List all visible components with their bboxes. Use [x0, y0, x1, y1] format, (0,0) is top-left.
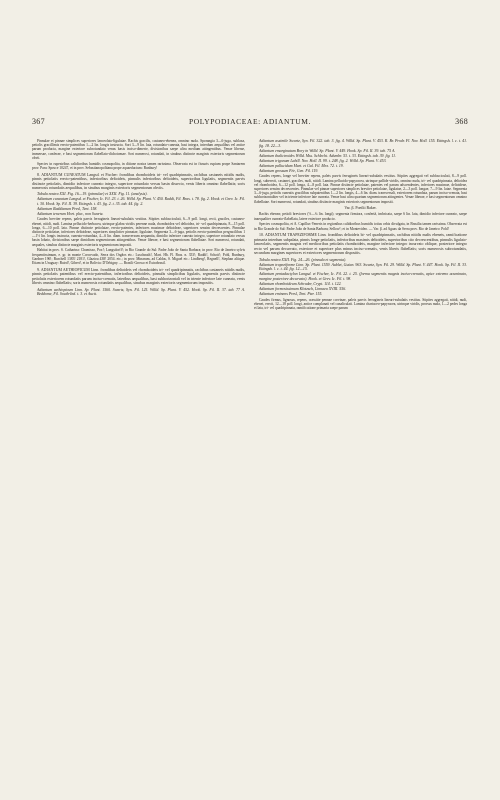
running-title: POLYPODIACEAE: ADIANTUM.	[189, 117, 311, 126]
plate-reference: Tabula nostra XXII. Fig. 24—26. (pinnula et segmenta).	[259, 257, 347, 262]
text-paragraph: Species in rupestribus calidioribus humidis cosmopolita, in ditione nostra tamen rarissima. Observata est in fissuris rupium prope Santarem prov. Para: Spruce 10247, et in prov. Sebastianopolitana prope aquaeductum: Bunbury!	[32, 161, 245, 170]
text-paragraph: Habitat in prov. S. Catharina: Chamisso, Pox!; Langsdorff!; in Rio Grande do Sul: Padre João de Santa Barbara; in prov. Rio de Janeiro sylvis frequentissimum, e. gr. in monte Corcovado, Serra dos Orgãos etc.: Luschnath!, Mart. Hb. Fl. Bras. n. 353!; Raddi!, Schott!; Pohl, Bunbury, Gardner 196!; Burchell 1383! 2181!, Glaziou 438! 2054. etc.; in prov. Minarum, ad Caldas, S. Miguel etc.: Lindberg!, Regnell!, Stephan aliique. Etiam in Uruguay: Baird!, Gibert!, et in Bolivia: D'Orbigny. — Brasili-Grosso et Extrabrasil.	[32, 248, 245, 266]
left-text-column	[32, 139, 245, 297]
synonym-entry: Adiantum pallucidum Mart. et Gal. Fil. Mex. 72. t. 19.	[259, 164, 344, 169]
plate-reference: Tabula nostra XXI. Fig. 16—19. (pinnulae) et XXII. Fig. 11. (analysis).	[37, 192, 148, 197]
synonym-entry: Adiantum formosissimum Klotzsch, Linnaea XVIII. 556.	[259, 287, 347, 292]
synonym-entry: Adiantum cuneatum Langsd. et Fischer, Ic. Fil. 23. t. 26. Willd. Sp. Plant. V. 450. Raddi, Fil. Bras. t. 78. fig. 2. Hook. et Grev. Ic. Fil. t. 30. Hook. Sp. Fil. II. 39. Ettingsh. t. 43. fig. 2. t. 35. tab. 44. fig. 2.	[37, 197, 245, 206]
synonym-entry: Adiantum thalictroides Willd. Mss. Schlecht. Adumbr. 53. t. 33. Ettingsh. tab. 39. fig. 11.	[259, 153, 397, 158]
species-heading-paragraph: 10. ADIANTUM TRAPEZIFORME Linn. frondibus deltoideis bi- vel quadripinnatis, rachibus nitidis nudis ebeneis, ramificatione primaria interdum subpalata, pinnis longe petiolatis, inferioribus maximis deltoideis, superioribus cito decrescentibus, pinnulis ligulato-lanceolatis, segmentis magnis vel mediocribus petiolatis rhomboideis, margine inferiore integro incurvato oblique, posteriore integro recto vel parum decurvato, exteriore et superiore plus minus inciso-crenatis, venis liberis flabellatis; soris numerosis subrotundatis, secundum margines superiores et exteriores segmentorum dispositis.	[254, 233, 467, 256]
text-paragraph: Caudex breviter repens, paleis parvis ferrugineis lineari-subulatis vestitus. Stipites subfasciculati, 6—9 poll. longi, recti, graciles, castaneo-ebenei, nitidi, nudi. Lamina pellucido-herbacea, utrinque glabra viridis perenne nuda, rhomboidea vel deltoidea, tri- vel quadripinnata, 8—15 poll. longa, 6—10 poll. lata. Pinnae distincte petiolatae, erecto-patentes, inferiores maximae deltoideae, superiores sensim decrescentes. Pinnulae distincte petiolatae, inferiores deltoideae, superiores simpliciter pinnatae, ligulatae. Segmenta 3—6-juga, petiolis erecto-patentibus pergracilibus 1—1½ lin. longis instructa, cuneato-rotundata, 4—6 lin. diam. transversum aequantia, dimidio inferiore cuneato integro, superiore rotundato versus basin lobato, divisionibus saepe dimidium segmentorum attingentibus. Venae liberae, e basi segmentorum flabellatae. Sori numerosi, rotundati, aequales, sinubus distincte marginis exterioris segmentorum impositi.	[32, 217, 245, 247]
species-heading-paragraph: 8. ADIANTUM CUNEATUM Langsd. et Fischer: frondibus rhomboideis tri- vel quadripinnatis, rachibus castaneis nitidis nudis, pinnis petiolatis erecto-patentibus, inferioribus deltoideis, pinnulis inferioribus deltoideis, superioribus ligulatis, segmentis parvis distincte petiolatis, dimidio inferiore cuneato integro, superiore rotundato versus basin dissecto, venis liberis omnino flabellatis; soris numerosis rotundatis aequalibus, in sinubus marginis exterioris segmentorum obviis.	[32, 172, 245, 191]
synonym-entry: Adiantum emarginatum Bory in Willd. Sp. Plant. V. 449. Hook. Sp. Fil. II. 39. tab. 75 A.	[259, 148, 396, 153]
synonym-entry: Adiantum trigonum Labill. Nov. Holl. II. 99. t. 248. fig. 2. Willd. Sp. Plant. V. 453.	[259, 158, 387, 163]
folio-number: 368	[455, 117, 468, 126]
synonym-entry: Adiantum trapeziforme Linn. Sp. Plant. 1559. Aublet, Guian. 963. Swartz, Syn. Fil. 29. Willd. Sp. Plant. V. 447. Hook. Sp. Fil. II. 33. Ettingsh. l. c. t. 44. fig. 12—15.	[259, 262, 467, 272]
running-header	[32, 117, 468, 127]
synonym-entry: Adiantum pentadactylon Langsd. et Fischer, Ic. Fil. 22. t. 25. (forma segmentis magnis inciso-crenatis, apice extremo acuminato, margine posteriore decurvato). Hook. et Grev. Ic. Fil. t. 98.	[259, 272, 467, 281]
page-number: 367	[32, 117, 45, 126]
text-paragraph: Caudex repens, longe vel breviter repens, paleis parvis ferrugineis lineari-subulatis vestitus. Stipites aggregati vel subfasciculati, 8—9 poll. longi, suberecti, castanei, graciles, nudi, nitidi. Lamina pellucido-papyracea, utrinque pallide viridis, omnino nuda, tri- vel quadripinnata, deltoidea vel rhomboidea, 6—12 poll. longa, 4—8 poll. lata. Pinnae distincte petiolatae, patentes vel parum adscendentes, inferiores maximae, deltoideae, superiores sensim decrescentes. Pinnulae vel pinnae superiores simplices breviter petiolatae, ligulatae, 2—3 poll. longae, 7—9 lin. latae. Segmenta 3—6-juga, petiolis cuneatis gracilibus subpatentibus 1—2 lin. longis, 4—6 lin. diam. transversali, exteriorem rotundata, parum inciso-crenata, basi subhorizontaliter vel in triente inferiore late cuneata. Venae basi ultra quartam segmentorum attingentes. Venae liberae, e basi segmentorum omnino flabellatae. Sori numerosi, rotundati, sinubus distincte marginis exterioris segmentorum impositi.	[254, 174, 467, 204]
synonym-entry: Adiantum assimile Swartz, Syn. Fil. 322. tab. 3. fig. 4. Willd. Sp. Plant. V. 453. R. Br. Prodr. Fl. Nov. Holl. 155. Ettingsh. l. c. t. 41. fig. 18. 22—3.	[259, 139, 467, 148]
synonym-entry: Adiantum grossum Fée, Gen. Fil. 119.	[259, 169, 319, 174]
variety-heading: Var. β. Poeilii Baker.	[344, 205, 377, 210]
synonym-entry: Adiantum tenerum Hort. plur., non Swartz.	[37, 212, 104, 217]
text-paragraph: Species cosmopolita, et A. Capillus-Veneris in regionibus calidioribus humidis totius orbis divulgata, in Brasilia tamen rarissima. Observata est in Rio Grande do Sul: Padre João de Santa Barbara; Sellow!; et in Montevideo. — Var. β. ad Aguas da Serra prov. Rio de Janeiro: Pohl!	[254, 222, 467, 231]
text-paragraph: Pinnulae et pinnae simplices superiores lanceolato-ligulatae. Rachis gracilis, castaneo-ebenea, omnino nuda. Sporangia 3—6-juga, sublaxa, petiolis gracillimis erecto-patentibus 1—2 lin. longis instructa. Sori 3—9 lin. lata, rotundato-cuneata, basi integra, interdum aequalibus vel antice parum producta, margine exteriore subrotundato venas basis inciso-dimerte, divisionibus saepe ultra medium attingentibus. Venae liberae, immersae, conferae, e basi segmentorum flabellato-dichotomae. Sori numerosi, rotundati, in sinubus distincte marginis exterioris segmentorum obvii.	[32, 139, 245, 160]
synonym-entry: Adiantum Raddianum Presl, Tent. 158.	[37, 207, 98, 212]
synonym-entry: Adiantum eminens Presl, Tent. Pter. 155.	[259, 292, 323, 297]
synonym-entry: Adiantum aethiopicum Linn. Sp. Plant. 1560. Swartz, Syn. Fil. 125. Willd. Sp. Plant. V. 452. Hook. Sp. Fil. II. 37. tab. 77 A. Beddome, Fil. South-Ind. t. 3. et Auctt.	[37, 287, 245, 297]
text-paragraph: Caudex firmus, lignosus, repens, crassitie pennae corvinae, paleis parvis ferrugineis lineari-subulatis vestitus. Stipites aggregati, nitidi, nudi, ebenei, erecti, 12—18 poll. longi, antice complanati vel canaliculati. Lamina chartaceo-papyracea, utrinque viridis, prorsus nuda, 1—2 pedes longa et lata, tri- vel quadripinnata, ramificatione primaria saepe parum	[254, 297, 467, 310]
right-text-column	[254, 139, 467, 312]
species-heading-paragraph: 9. ADIANTUM AETHIOPICUM Linn. frondibus deltoideis vel rhomboideis tri- vel quadripinnatis, rachibus castaneis nitidis nudis, pinnis petiolatis patentibus vel erecto-patentibus, inferioribus deltoideis, pinnulis simplicibus ligulatis, segmentis parvis distincte petiolatis exteriorem rotundatis parum inciso-crenatis, lateribus aequalibus, basi subhorizontali vel in triente inferiore late cuneata, venis liberis omnino flabellatis; soris numerosis rotundatis aequalibus, sinubus marginis exterioris segmentorum impositis.	[32, 267, 245, 286]
text-paragraph: Rachis ebenea; petioli breviores (½—¾ lin. longi); segmenta firmiora, confertā, imbricata, saepe 6 lin. lata, dimidio inferiore cuneato, saepe inaequaliter cuneato-flabellata, latere exteriore producto.	[254, 212, 467, 221]
synonym-entry: Adiantum rhomboideum Schrader, Crypt. 114. t. 122.	[259, 282, 342, 287]
